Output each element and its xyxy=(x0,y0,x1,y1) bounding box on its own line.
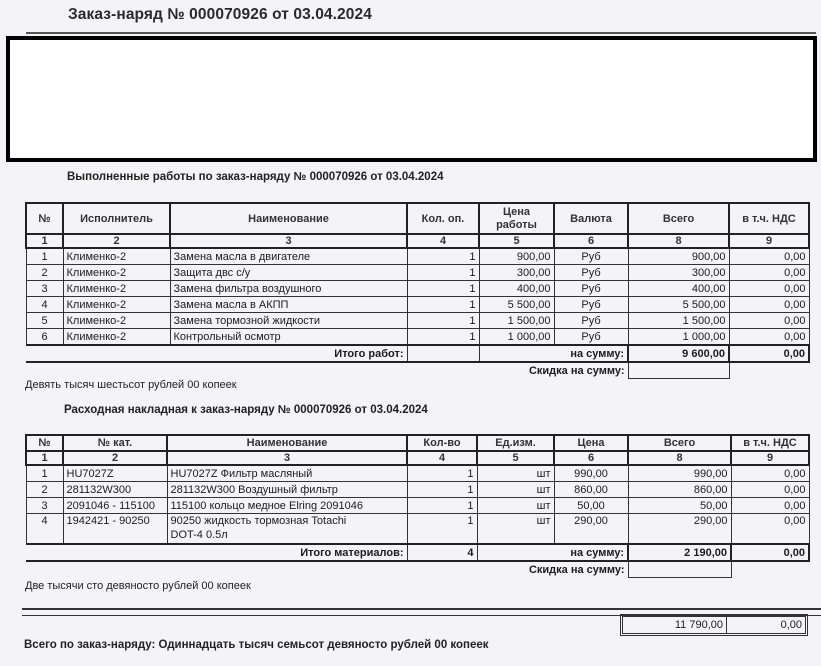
row-name: Замена масла в двигателе xyxy=(170,248,407,265)
row-vat: 0,00 xyxy=(729,313,809,329)
row-number: 1 xyxy=(26,465,63,482)
col-number: 3 xyxy=(167,451,407,465)
row-price: 400,00 xyxy=(479,281,554,297)
redacted-block xyxy=(6,36,817,162)
row-unit: шт xyxy=(477,482,554,498)
col-header-total: Всего xyxy=(628,435,731,451)
row-currency: Руб xyxy=(554,313,628,329)
row-price: 990,00 xyxy=(554,465,628,482)
table-row xyxy=(26,297,809,313)
grand-total-box xyxy=(620,614,808,636)
materials-total-qty: 4 xyxy=(407,544,477,561)
col-number: 9 xyxy=(731,451,809,465)
col-header-number: № xyxy=(26,435,63,451)
row-number: 3 xyxy=(26,281,63,297)
row-total: 1 500,00 xyxy=(628,313,729,329)
row-currency: Руб xyxy=(554,297,628,313)
row-number: 1 xyxy=(26,248,63,265)
row-price: 900,00 xyxy=(479,248,554,265)
works-discount-label: Скидка на сумму: xyxy=(528,364,625,377)
materials-sum-label: на сумму: xyxy=(477,544,628,561)
row-vat: 0,00 xyxy=(729,329,809,346)
works-discount-row xyxy=(26,362,809,379)
col-number: 5 xyxy=(477,451,554,465)
row-unit: шт xyxy=(477,514,554,545)
table-row xyxy=(26,265,809,281)
title-divider xyxy=(26,32,816,34)
row-name-line2: DOT-4 0.5л xyxy=(170,529,228,541)
row-executor: Клименко-2 xyxy=(63,313,170,329)
materials-discount-row xyxy=(26,561,809,578)
materials-header-row xyxy=(26,435,809,451)
col-header-vat: в т.ч. НДС xyxy=(731,435,809,451)
materials-total-amount: 2 190,00 xyxy=(628,544,731,561)
table-row xyxy=(26,482,809,498)
row-number: 4 xyxy=(26,514,63,545)
row-total: 290,00 xyxy=(628,514,731,545)
col-number: 9 xyxy=(729,234,809,248)
row-total: 860,00 xyxy=(628,482,731,498)
materials-total-label: Итого материалов: xyxy=(26,544,407,561)
row-number: 2 xyxy=(26,265,63,281)
works-total-amount: 9 600,00 xyxy=(628,345,729,362)
col-number: 6 xyxy=(554,234,628,248)
row-price: 860,00 xyxy=(554,482,628,498)
row-number: 3 xyxy=(26,498,63,514)
row-qty: 1 xyxy=(407,248,479,265)
row-unit: шт xyxy=(477,465,554,482)
row-catalog: HU7027Z xyxy=(63,465,167,482)
row-vat: 0,00 xyxy=(731,482,809,498)
row-executor: Клименко-2 xyxy=(63,265,170,281)
col-number: 8 xyxy=(628,451,731,465)
row-price: 50,00 xyxy=(554,498,628,514)
materials-total-row xyxy=(26,544,809,561)
works-section-title: Выполненные работы по заказ-наряду № 000070926 от 03.04.2024 xyxy=(67,171,444,183)
row-qty: 1 xyxy=(407,329,479,346)
materials-discount-value xyxy=(628,561,731,578)
materials-amount-words: Две тысячи сто девяносто рублей 00 копеек xyxy=(25,580,251,592)
row-name xyxy=(167,514,407,545)
materials-table xyxy=(25,434,810,578)
row-number: 2 xyxy=(26,482,63,498)
row-vat: 0,00 xyxy=(731,498,809,514)
table-row xyxy=(26,281,809,297)
table-row xyxy=(26,465,809,482)
row-qty: 1 xyxy=(407,498,477,514)
row-total: 1 000,00 xyxy=(628,329,729,346)
row-number: 6 xyxy=(26,329,63,346)
col-header-unit: Ед.изм. xyxy=(477,435,554,451)
row-price: 300,00 xyxy=(479,265,554,281)
col-number: 1 xyxy=(26,451,63,465)
row-name: Контрольный осмотр xyxy=(170,329,407,346)
works-header-row xyxy=(26,203,809,234)
row-qty: 1 xyxy=(407,281,479,297)
works-total-row xyxy=(26,345,809,362)
col-header-price: Цена работы xyxy=(479,203,554,234)
row-executor: Клименко-2 xyxy=(63,248,170,265)
row-executor: Клименко-2 xyxy=(63,329,170,346)
table-row xyxy=(26,329,809,346)
row-unit: шт xyxy=(477,498,554,514)
row-vat: 0,00 xyxy=(729,281,809,297)
col-number: 6 xyxy=(554,451,628,465)
row-catalog: 281132W300 xyxy=(63,482,167,498)
document-title: Заказ-наряд № 000070926 от 03.04.2024 xyxy=(68,6,372,23)
table-row xyxy=(26,248,809,265)
row-qty: 1 xyxy=(407,313,479,329)
col-number: 2 xyxy=(63,451,167,465)
row-name: Защита двс с/у xyxy=(170,265,407,281)
row-currency: Руб xyxy=(554,281,628,297)
row-total: 990,00 xyxy=(628,465,731,482)
row-vat: 0,00 xyxy=(729,248,809,265)
col-header-number: № xyxy=(26,203,63,234)
grand-total-words: Всего по заказ-наряду: Одиннадцать тысяч семьсот девяносто рублей 00 копеек xyxy=(24,639,489,651)
row-qty: 1 xyxy=(407,297,479,313)
row-price: 290,00 xyxy=(554,514,628,545)
row-name: 115100 кольцо медное Elring 2091046 xyxy=(167,498,407,514)
col-header-qty: Кол-во xyxy=(407,435,477,451)
row-currency: Руб xyxy=(554,329,628,346)
col-number: 4 xyxy=(407,234,479,248)
works-colnum-row xyxy=(26,234,809,248)
col-header-catalog: № кат. xyxy=(63,435,167,451)
row-currency: Руб xyxy=(554,248,628,265)
col-header-qty: Кол. оп. xyxy=(407,203,479,234)
row-total: 5 500,00 xyxy=(628,297,729,313)
row-executor: Клименко-2 xyxy=(63,281,170,297)
col-header-price: Цена xyxy=(554,435,628,451)
row-name: HU7027Z Фильтр масляный xyxy=(167,465,407,482)
col-header-name: Наименование xyxy=(170,203,407,234)
works-discount-value xyxy=(628,362,729,379)
row-vat: 0,00 xyxy=(731,465,809,482)
row-qty: 1 xyxy=(407,265,479,281)
row-total: 50,00 xyxy=(628,498,731,514)
row-price: 1 000,00 xyxy=(479,329,554,346)
row-name: 281132W300 Воздушный фильтр xyxy=(167,482,407,498)
works-total-label: Итого работ: xyxy=(26,345,407,362)
works-amount-words: Девять тысяч шестьсот рублей 00 копеек xyxy=(25,379,237,391)
col-number: 1 xyxy=(26,234,63,248)
col-header-executor: Исполнитель xyxy=(63,203,170,234)
col-header-vat: в т.ч. НДС xyxy=(729,203,809,234)
grand-total-vat: 0,00 xyxy=(780,619,802,631)
row-name: Замена тормозной жидкости xyxy=(170,313,407,329)
row-number: 4 xyxy=(26,297,63,313)
row-vat: 0,00 xyxy=(731,514,809,545)
row-executor: Клименко-2 xyxy=(63,297,170,313)
row-qty: 1 xyxy=(407,482,477,498)
row-qty: 1 xyxy=(407,465,477,482)
row-price: 1 500,00 xyxy=(479,313,554,329)
row-name-line1: 90250 жидкость тормозная Totachi xyxy=(170,515,347,527)
row-name: Замена фильтра воздушного xyxy=(170,281,407,297)
materials-total-vat: 0,00 xyxy=(731,544,809,561)
col-number: 5 xyxy=(479,234,554,248)
col-header-total: Всего xyxy=(628,203,729,234)
row-total: 300,00 xyxy=(628,265,729,281)
materials-discount-label: Скидка на сумму: xyxy=(528,563,625,576)
works-sum-label: на сумму: xyxy=(479,345,628,362)
col-header-currency: Валюта xyxy=(554,203,628,234)
col-number: 4 xyxy=(407,451,477,465)
row-catalog: 1942421 - 90250 xyxy=(63,514,167,545)
row-vat: 0,00 xyxy=(729,297,809,313)
works-table xyxy=(25,202,810,379)
col-number: 2 xyxy=(63,234,170,248)
row-total: 400,00 xyxy=(628,281,729,297)
col-number: 8 xyxy=(628,234,729,248)
row-vat: 0,00 xyxy=(729,265,809,281)
works-total-vat: 0,00 xyxy=(729,345,809,362)
row-catalog: 2091046 - 115100 xyxy=(63,498,167,514)
table-row xyxy=(26,498,809,514)
col-header-name: Наименование xyxy=(167,435,407,451)
works-total-qty xyxy=(407,345,479,362)
row-name: Замена масла в АКПП xyxy=(170,297,407,313)
col-number: 3 xyxy=(170,234,407,248)
row-qty: 1 xyxy=(407,514,477,545)
row-total: 900,00 xyxy=(628,248,729,265)
grand-total-amount: 11 790,00 xyxy=(623,617,727,633)
row-currency: Руб xyxy=(554,265,628,281)
table-row xyxy=(26,313,809,329)
materials-section-title: Расходная накладная к заказ-наряду № 000070926 от 03.04.2024 xyxy=(64,404,428,416)
row-number: 5 xyxy=(26,313,63,329)
row-price: 5 500,00 xyxy=(479,297,554,313)
materials-colnum-row xyxy=(26,451,809,465)
table-row xyxy=(26,514,809,545)
